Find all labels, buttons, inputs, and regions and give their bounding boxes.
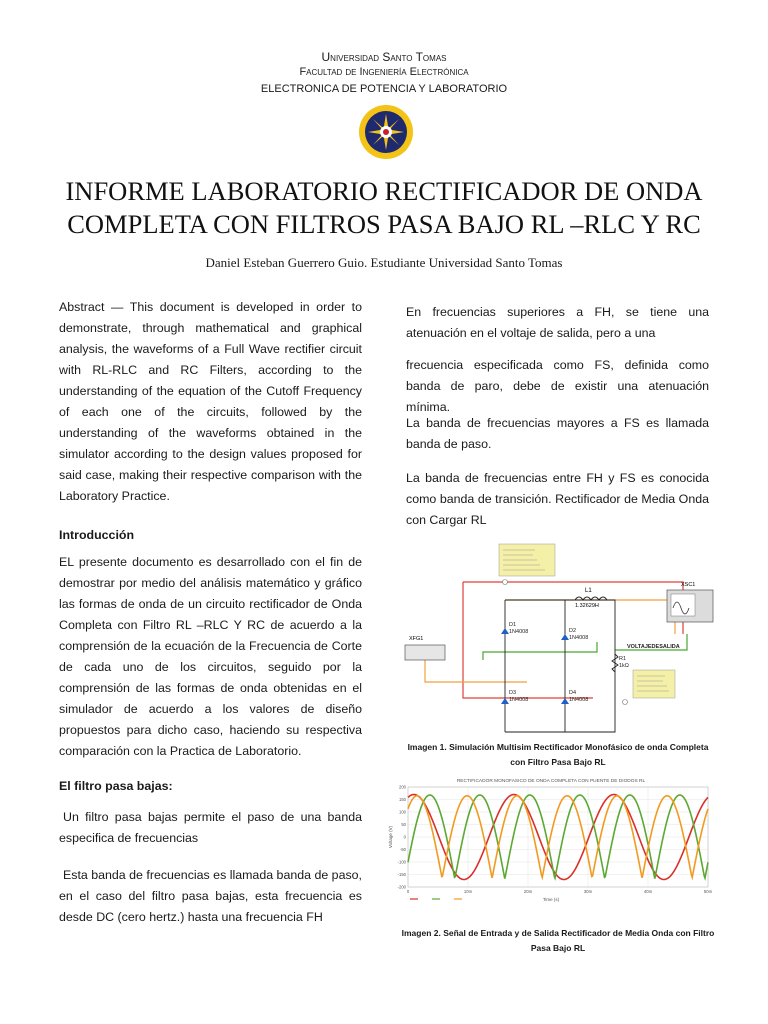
intro-text: EL presente documento es desarrollado con el fin de demostrar por medio del análisis matemático y gráfico las formas de onda de un circuito rectificador de Onda Completa con Filtro RL –RLC Y RC de acuerdo a la comprensión de la ecuación de la Frecuencia de Corte de cada uno de los circuitos, seguido por la comprensión de las formas de onda obtenidas en el simulador de acuerdo a los valores de diseño propuestos para dicho caso, haciendo su respectiva comparación con la Practica de Laboratorio. [59, 555, 362, 758]
right-paragraph-1: En frecuencias superiores a FH, se tiene una atenuación en el voltaje de salida, pero a una [406, 305, 709, 340]
chart-xtick-label: 50m [703, 889, 713, 894]
chart-title: RECTIFICADOR MONOFASICO DE ONDA COMPLETA CON PUENTE DE DIODOS RL [456, 779, 646, 784]
chart-xtick-label: 0 [406, 889, 410, 894]
figure-1-caption: Imagen 1. Simulación Multisim Rectificador Monofásico de onda Completa con Filtro Pasa Bajo RL [407, 742, 709, 767]
chart-ytick-label: 200 [399, 784, 406, 790]
probe-readout-box-2 [633, 670, 675, 698]
diode-d1-value: 1N4008 [509, 629, 529, 635]
diode-d4-label: D4 [569, 690, 577, 696]
diode-d4-value: 1N4008 [569, 697, 589, 703]
course-name: ELECTRONICA DE POTENCIA Y LABORATORIO [260, 83, 508, 95]
chart-ytick-label: -200 [397, 884, 406, 890]
diode-d3-label: D3 [509, 690, 517, 696]
resistor-label: R1 [619, 656, 627, 662]
chart-xtick-label: 40m [643, 889, 653, 894]
chart-xtick-label: 20m [523, 889, 533, 894]
resistor-value: 1kΩ [619, 663, 629, 669]
author-line: Daniel Esteban Guerrero Guio. Estudiante Universidad Santo Tomas [205, 255, 563, 270]
diode-d3-value: 1N4008 [509, 697, 529, 703]
right-paragraph-3: La banda de frecuencias mayores a FS es llamada banda de paso. [406, 416, 709, 451]
diode-d2-value: 1N4008 [569, 635, 589, 641]
abstract-text: Abstract — This document is developed in order to demonstrate, through mathematical and graphical analysis, the waveforms of a Full Wave rectifier circuit with RL-RLC and RC Filters, according to the understanding of the equation of the Cutoff Frequency of each one of the circuits, followed by the understanding of the waveforms obtained in the simulator according to the design values proposed for said case, making their respective comparison with the Laboratory Practice. [59, 300, 362, 503]
university-seal-icon [358, 104, 414, 160]
chart-ytick-label: -50 [399, 847, 406, 852]
figure-2-caption: Imagen 2. Señal de Entrada y de Salida Rectificador de Media Onda con Filtro Pasa Bajo RL [401, 928, 715, 953]
chart-xtick-label: 30m [583, 889, 593, 894]
university-name: Universidad Santo Tomas [321, 50, 447, 64]
right-paragraph-2: frecuencia especificada como FS, definida como banda de paro, debe de existir una atenuación mínima. [406, 358, 709, 414]
chart-ytick-label: -150 [397, 872, 406, 877]
chart-xtick-label: 10m [463, 889, 473, 894]
intro-heading: Introducción [59, 528, 135, 542]
inductor-label: L1 [585, 588, 592, 594]
net-label: VOLTAJEDESALIDA [627, 644, 680, 650]
inductor-value: 1.32629H [575, 603, 599, 609]
filter-paragraph-1: Un filtro pasa bajas permite el paso de una banda especifica de frecuencias [59, 810, 362, 845]
function-generator [405, 645, 445, 660]
chart-ytick-label: -100 [397, 859, 406, 865]
chart-xlabel: Time (s) [542, 897, 560, 902]
generator-label: XFG1 [409, 636, 424, 642]
multisim-circuit-diagram [375, 542, 715, 737]
chart-ylabel: Voltage (V) [388, 825, 393, 849]
faculty-name: Facultad de Ingeniería Electrónica [299, 66, 469, 78]
chart-ytick-label: 0 [403, 834, 406, 840]
waveform-chart [386, 775, 716, 920]
left-column [59, 297, 362, 928]
chart-ytick-label: 150 [399, 797, 406, 802]
paper-title: INFORME LABORATORIO RECTIFICADOR DE ONDA COMPLETA CON FILTROS PASA BAJO RL –RLC Y RC [65, 176, 703, 239]
chart-ytick-label: 100 [399, 809, 406, 815]
right-paragraph-4: La banda de frecuencias entre FH y FS es conocida como banda de transición. Rectificador de Media Onda con Cargar RL [406, 471, 709, 527]
oscilloscope-label: XSC1 [681, 582, 696, 588]
chart-ytick-label: 50 [401, 822, 406, 827]
filter-heading: El filtro pasa bajas: [59, 779, 173, 793]
diode-d2-label: D2 [569, 628, 577, 634]
filter-paragraph-2: Esta banda de frecuencias es llamada banda de paso, en el caso del filtro pasa bajas, esta frecuencia es desde DC (cero hertz.) hasta una frecuencia FH [59, 868, 362, 924]
diode-d1-label: D1 [509, 622, 517, 628]
